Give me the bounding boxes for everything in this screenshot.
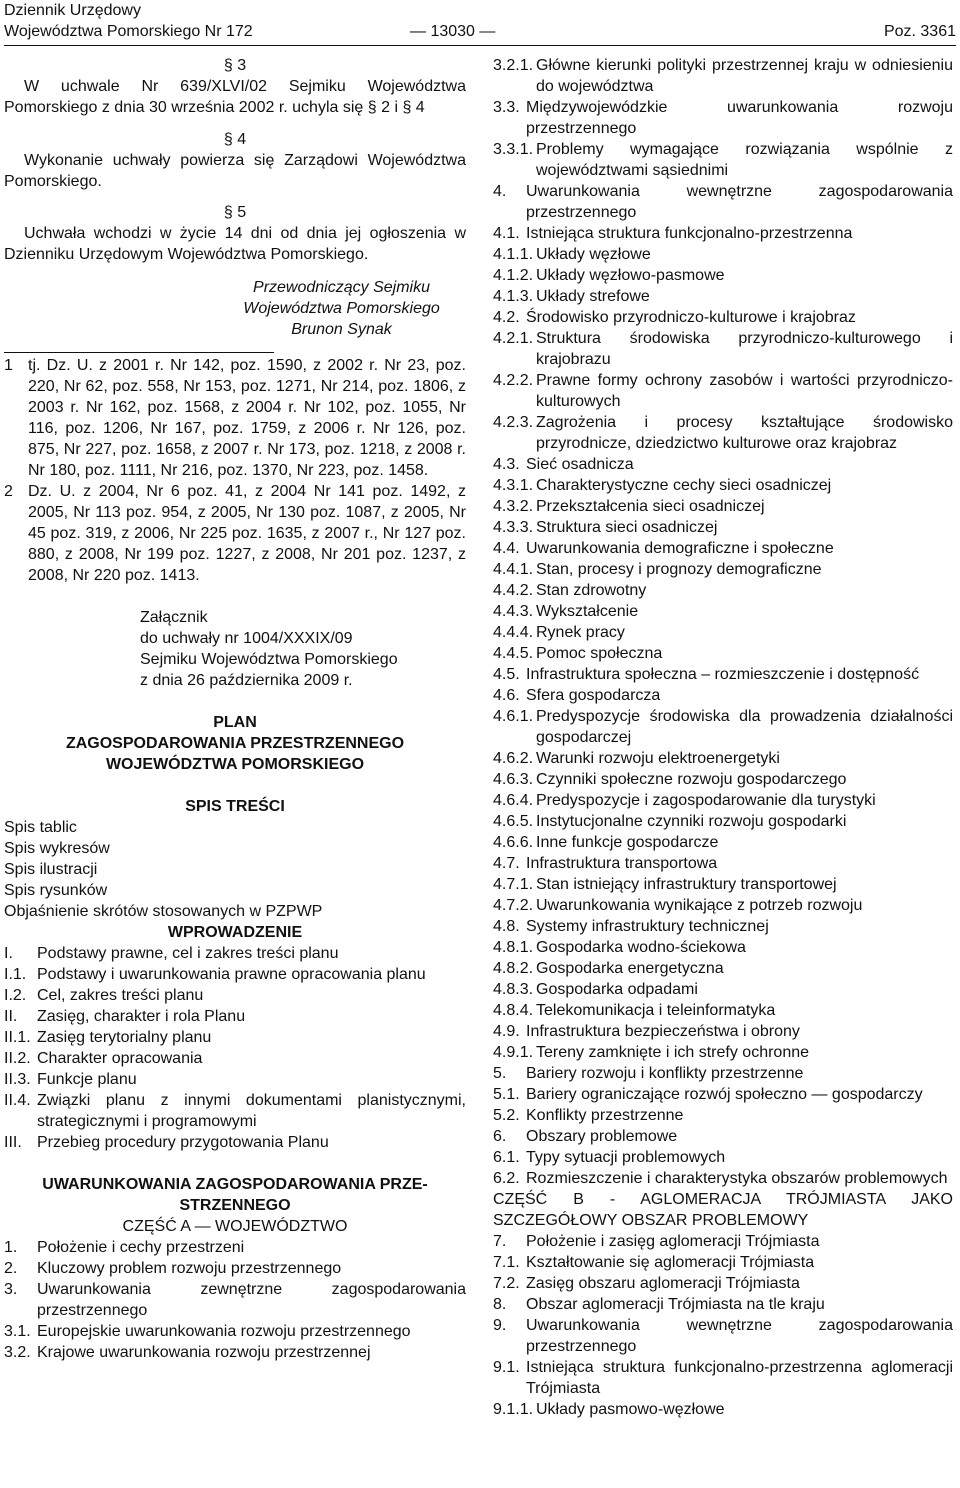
toc-item-number: 3.3.1. — [493, 141, 534, 158]
part-b-heading: CZĘŚĆ B - AGLOMERACJA TRÓJMIASTA JAKO SZCZEGÓŁOWY OBSZAR PROBLEMOWY — [493, 1191, 953, 1229]
conditions-heading-1: UWARUNKOWANIA ZAGOSPODAROWANIA PRZE- — [42, 1176, 428, 1193]
toc-item — [493, 559, 953, 580]
toc-item-text: Międzywojewódzkie uwarunkowania rozwoju przestrzennego — [526, 99, 953, 137]
footnote-text: Dz. U. z 2004, Nr 6 poz. 41, z 2004 Nr 141 poz. 1492, z 2005, Nr 113 poz. 954, z 2005, Nr 130 poz. 1087, z 2005, Nr 45 poz. 319, z 2006, Nr 225 poz. 1635, z 2007 r., Nr 127 poz. 880, z 2008, Nr 199 poz. 1227, z 2008, Nr 201 poz. 1237, z 2008, Nr 220 poz. 1413. — [28, 483, 466, 584]
toc-item — [493, 1042, 953, 1063]
section-text-4: Wykonanie uchwały powierza się Zarządowi Województwa Pomorskiego. — [4, 152, 466, 190]
toc-item-number: 4.1.2. — [493, 267, 534, 284]
toc-item — [4, 943, 466, 964]
toc-item — [493, 265, 953, 286]
toc-item-text: Bariery ograniczające rozwój społeczno — gospodarczy — [526, 1086, 923, 1103]
toc-item-number: 4.4.5. — [493, 645, 534, 662]
toc-item — [493, 55, 953, 97]
footnote-number: 2 — [4, 483, 13, 500]
toc-item-number: 4.8.2. — [493, 960, 534, 977]
toc-item-number: 4.3. — [493, 456, 520, 473]
toc-item-number: 4.4.4. — [493, 624, 534, 641]
toc-item-number: 4. — [493, 183, 507, 200]
toc-item — [4, 1006, 466, 1027]
toc-item-text: Tereny zamknięte i ich strefy ochronne — [536, 1044, 810, 1061]
toc-list-part-b — [493, 1231, 953, 1420]
toc-item — [493, 244, 953, 265]
toc-item-text: Uwarunkowania wynikające z potrzeb rozwoju — [536, 897, 863, 914]
toc-item-number: II.3. — [4, 1071, 31, 1088]
toc-item-text: Układy węzłowe — [536, 246, 651, 263]
toc-item-text: Typy sytuacji problemowych — [526, 1149, 726, 1166]
toc-item-text: Instytucjonalne czynniki rozwoju gospodarki — [536, 813, 847, 830]
toc-item-number: 4.6. — [493, 687, 520, 704]
toc-item-number: 3.2.1. — [493, 57, 534, 74]
toc-item-number: 4.9. — [493, 1023, 520, 1040]
toc-item — [4, 985, 466, 1006]
toc-item-text: Sieć osadnicza — [526, 456, 634, 473]
toc-item-number: 4.9.1. — [493, 1044, 534, 1061]
toc-item — [493, 223, 953, 244]
toc-item-text: Obszar aglomeracji Trójmiasta na tle kraju — [526, 1296, 825, 1313]
signature-name: Brunon Synak — [291, 321, 392, 338]
toc-item — [493, 517, 953, 538]
toc-item — [493, 811, 953, 832]
page-number: — 13030 — — [410, 23, 496, 40]
section-heading-3: § 3 — [223, 57, 247, 74]
footnote-number: 1 — [4, 357, 13, 374]
toc-item — [493, 769, 953, 790]
toc-item-text: Stan, procesy i prognozy demograficzne — [536, 561, 822, 578]
toc-item-text: Układy węzłowo-pasmowe — [536, 267, 725, 284]
toc-item-text: Inne funkcje gospodarcze — [536, 834, 719, 851]
toc-item — [493, 748, 953, 769]
toc-introduction-heading: WPROWADZENIE — [167, 924, 303, 941]
toc-item-text: Układy strefowe — [536, 288, 650, 305]
toc-item-text: Istniejąca struktura funkcjonalno-przestrzenna aglomeracji Trójmiasta — [526, 1359, 953, 1397]
toc-item-number: 6. — [493, 1128, 507, 1145]
toc-item-number: 5.1. — [493, 1086, 520, 1103]
toc-item — [493, 328, 953, 370]
toc-item-text: Charakterystyczne cechy sieci osadniczej — [536, 477, 832, 494]
section-text-3: W uchwale Nr 639/XLVI/02 Sejmiku Województwa Pomorskiego z dnia 30 września 2002 r. uchyla się § 2 i § 4 — [4, 78, 466, 116]
toc-item — [493, 916, 953, 937]
toc-item — [493, 181, 953, 223]
toc-item — [493, 475, 953, 496]
toc-item — [493, 1168, 953, 1189]
toc-item — [493, 496, 953, 517]
section-heading-5: § 5 — [223, 204, 247, 221]
toc-item — [493, 1063, 953, 1084]
toc-item — [4, 964, 466, 985]
toc-item-number: 9.1.1. — [493, 1401, 534, 1418]
toc-item — [493, 307, 953, 328]
toc-item — [493, 1273, 953, 1294]
toc-item — [493, 286, 953, 307]
toc-item-number: 9.1. — [493, 1359, 520, 1376]
toc-item-text: Stan zdrowotny — [536, 582, 647, 599]
toc-item-text: Kluczowy problem rozwoju przestrzennego — [37, 1260, 342, 1277]
toc-item — [4, 1279, 466, 1321]
toc-item-text: Rynek pracy — [536, 624, 625, 641]
toc-item-text: Położenie i zasięg aglomeracji Trójmiasta — [526, 1233, 820, 1250]
toc-item-number: 4.8.4. — [493, 1002, 534, 1019]
toc-item — [493, 1105, 953, 1126]
toc-item — [493, 790, 953, 811]
toc-item — [493, 1294, 953, 1315]
annex-line-4: z dnia 26 października 2009 r. — [140, 672, 353, 689]
toc-title: SPIS TREŚCI — [185, 798, 285, 815]
toc-item — [4, 1069, 466, 1090]
toc-item — [493, 1084, 953, 1105]
toc-item-text: Układy pasmowo-węzłowe — [536, 1401, 725, 1418]
conditions-heading — [4, 1174, 466, 1216]
toc-plain-item: Spis wykresów — [4, 840, 110, 857]
toc-item-number: 7.1. — [493, 1254, 520, 1271]
toc-item-number: 4.3.2. — [493, 498, 534, 515]
toc-plain-item: Spis rysunków — [4, 882, 108, 899]
toc-item-text: Uwarunkowania wewnętrzne zagospodarowania przestrzennego — [526, 183, 953, 221]
toc-item — [4, 1342, 466, 1363]
part-a-heading: CZĘŚĆ A — WOJEWÓDZTWO — [122, 1218, 348, 1235]
toc-plain-item: Spis ilustracji — [4, 861, 98, 878]
plan-title-1: PLAN — [213, 714, 257, 731]
toc-item-text: Uwarunkowania demograficzne i społeczne — [526, 540, 834, 557]
toc-item — [4, 1048, 466, 1069]
annex-line-3: Sejmiku Województwa Pomorskiego — [140, 651, 398, 668]
toc-item-number: 4.4.1. — [493, 561, 534, 578]
toc-item-text: Uwarunkowania wewnętrzne zagospodarowania przestrzennego — [526, 1317, 953, 1355]
toc-item-number: II.4. — [4, 1092, 31, 1109]
header-rule — [4, 45, 956, 46]
toc-item-text: Warunki rozwoju elektroenergetyki — [536, 750, 780, 767]
toc-item-number: III. — [4, 1134, 22, 1151]
toc-item-number: 4.8.1. — [493, 939, 534, 956]
toc-item-text: Konflikty przestrzenne — [526, 1107, 684, 1124]
toc-item — [493, 370, 953, 412]
toc-item — [493, 685, 953, 706]
toc-item-number: 4.1. — [493, 225, 520, 242]
annex-line-1: Załącznik — [140, 609, 208, 626]
toc-item — [4, 1027, 466, 1048]
toc-item — [493, 979, 953, 1000]
toc-item-text: Związki planu z innymi dokumentami planistycznymi, strategicznymi i programowymi — [37, 1092, 466, 1130]
toc-item-text: Zasięg obszaru aglomeracji Trójmiasta — [526, 1275, 800, 1292]
toc-plain-item: Objaśnienie skrótów stosowanych w PZPWP — [4, 903, 323, 920]
section-text-5: Uchwała wchodzi w życie 14 dni od dnia jej ogłoszenia w Dzienniku Urzędowym Województwa Pomorskiego. — [4, 225, 466, 263]
toc-item-number: 4.3.1. — [493, 477, 534, 494]
journal-title: Dziennik Urzędowy — [4, 2, 141, 19]
toc-item-number: 7.2. — [493, 1275, 520, 1292]
toc-item — [493, 706, 953, 748]
annex-line-2: do uchwały nr 1004/XXXIX/09 — [140, 630, 353, 647]
toc-item-number: 4.4.3. — [493, 603, 534, 620]
toc-item — [493, 664, 953, 685]
toc-item-text: Zagrożenia i procesy kształtujące środowisko przyrodnicze, dziedzictwo kulturowe oraz krajobraz — [536, 414, 953, 452]
toc-plain-list — [4, 817, 466, 922]
signature-line-2: Województwa Pomorskiego — [243, 300, 440, 317]
toc-item-number: 4.2.2. — [493, 372, 534, 389]
toc-item-text: Systemy infrastruktury technicznej — [526, 918, 769, 935]
toc-item-text: Cel, zakres treści planu — [37, 987, 204, 1004]
toc-item — [493, 643, 953, 664]
toc-item — [493, 1357, 953, 1399]
toc-item-number: 3.1. — [4, 1323, 31, 1340]
toc-item-number: 4.2.1. — [493, 330, 534, 347]
toc-item — [493, 1147, 953, 1168]
toc-item-text: Charakter opracowania — [37, 1050, 203, 1067]
toc-item — [493, 139, 953, 181]
toc-item-number: 4.6.4. — [493, 792, 534, 809]
toc-item-text: Infrastruktura społeczna – rozmieszczenie i dostępność — [526, 666, 920, 683]
footnote-rule — [4, 352, 274, 353]
plan-title-3: WOJEWÓDZTWA POMORSKIEGO — [105, 756, 365, 773]
toc-item — [4, 1237, 466, 1258]
toc-item-number: II. — [4, 1008, 18, 1025]
toc-item-text: Wykształcenie — [536, 603, 639, 620]
toc-item-text: Telekomunikacja i teleinformatyka — [536, 1002, 776, 1019]
toc-item-number: 6.1. — [493, 1149, 520, 1166]
toc-item-number: 4.5. — [493, 666, 520, 683]
toc-item-number: 8. — [493, 1296, 507, 1313]
toc-item-number: 4.7. — [493, 855, 520, 872]
toc-item — [493, 622, 953, 643]
toc-item — [493, 853, 953, 874]
toc-item-text: Problemy wymagające rozwiązania wspólnie z województwami sąsiednimi — [536, 141, 953, 179]
toc-item-number: 4.7.2. — [493, 897, 534, 914]
toc-item-text: Kształtowanie się aglomeracji Trójmiasta — [526, 1254, 815, 1271]
toc-item-text: Podstawy prawne, cel i zakres treści planu — [37, 945, 339, 962]
toc-item — [493, 1399, 953, 1420]
toc-item-text: Położenie i cechy przestrzeni — [37, 1239, 245, 1256]
toc-plain-item: Spis tablic — [4, 819, 77, 836]
signature-block — [4, 277, 459, 340]
toc-item-number: I.2. — [4, 987, 27, 1004]
annex-header — [140, 607, 466, 691]
toc-item-number: 4.4. — [493, 540, 520, 557]
toc-item — [493, 1021, 953, 1042]
toc-list-continued — [493, 55, 953, 1189]
toc-item — [493, 1231, 953, 1252]
toc-item — [4, 1132, 466, 1153]
toc-item-number: I. — [4, 945, 13, 962]
footnote-1 — [4, 355, 466, 481]
toc-item — [493, 832, 953, 853]
toc-item-text: Zasięg terytorialny planu — [37, 1029, 212, 1046]
toc-item — [493, 1252, 953, 1273]
toc-item-number: 3.3. — [493, 99, 520, 116]
plan-title-2: ZAGOSPODAROWANIA PRZESTRZENNEGO — [65, 735, 405, 752]
journal-issue: Województwa Pomorskiego Nr 172 — [4, 23, 253, 40]
toc-item-number: 9. — [493, 1317, 507, 1334]
toc-item-text: Predyspozycje środowiska dla prowadzenia działalności gospodarczej — [536, 708, 953, 746]
toc-item-text: Stan istniejący infrastruktury transportowej — [536, 876, 837, 893]
toc-item-text: Istniejąca struktura funkcjonalno-przestrzenna — [526, 225, 853, 242]
toc-item-text: Gospodarka odpadami — [536, 981, 698, 998]
toc-item-number: 7. — [493, 1233, 507, 1250]
toc-item — [493, 895, 953, 916]
toc-item-number: 6.2. — [493, 1170, 520, 1187]
toc-item-number: 4.1.1. — [493, 246, 534, 263]
toc-item — [493, 412, 953, 454]
toc-item-number: I.1. — [4, 966, 27, 983]
toc-item-number: 4.8.3. — [493, 981, 534, 998]
toc-item-number: II.1. — [4, 1029, 31, 1046]
toc-item — [4, 1258, 466, 1279]
toc-item — [493, 1126, 953, 1147]
toc-item-number: 4.6.6. — [493, 834, 534, 851]
toc-item-text: Gospodarka wodno-ściekowa — [536, 939, 746, 956]
conditions-heading-2: STRZENNEGO — [179, 1197, 291, 1214]
toc-item-text: Infrastruktura bezpieczeństwa i obrony — [526, 1023, 800, 1040]
toc-item-text: Europejskie uwarunkowania rozwoju przestrzennego — [37, 1323, 411, 1340]
toc-item-text: Sfera gospodarcza — [526, 687, 661, 704]
toc-item-text: Predyspozycje i zagospodarowanie dla turystyki — [536, 792, 876, 809]
toc-item — [493, 937, 953, 958]
toc-item-number: 4.6.1. — [493, 708, 534, 725]
toc-item-number: 5. — [493, 1065, 507, 1082]
toc-item — [493, 538, 953, 559]
toc-item-number: 4.6.3. — [493, 771, 534, 788]
toc-item-number: 4.4.2. — [493, 582, 534, 599]
toc-item-number: 4.1.3. — [493, 288, 534, 305]
toc-item-number: 4.6.2. — [493, 750, 534, 767]
toc-item-text: Gospodarka energetyczna — [536, 960, 724, 977]
position-number: Poz. 3361 — [883, 23, 956, 40]
toc-item-number: 4.6.5. — [493, 813, 534, 830]
toc-item — [4, 1321, 466, 1342]
toc-item-number: 4.7.1. — [493, 876, 534, 893]
toc-item-text: Przebieg procedury przygotowania Planu — [37, 1134, 329, 1151]
toc-item-number: 4.2.3. — [493, 414, 534, 431]
toc-item-text: Prawne formy ochrony zasobów i wartości przyrodniczo-kulturowych — [536, 372, 953, 410]
toc-item-text: Infrastruktura transportowa — [526, 855, 718, 872]
toc-item-text: Główne kierunki polityki przestrzennej kraju w odniesieniu do województwa — [536, 57, 953, 95]
footnote-text: tj. Dz. U. z 2001 r. Nr 142, poz. 1590, z 2002 r. Nr 23, poz. 220, Nr 62, poz. 558, Nr 153, poz. 1271, Nr 214, poz. 1806, z 2003 r. Nr 162, poz. 1568, z 2004 r. Nr 102, poz. 1055, Nr 116, poz. 1206, Nr 167, poz. 1759, z 2006 r. Nr 126, poz. 875, Nr 227, poz. 1658, z 2007 r. Nr 173, poz. 1218, z 2008 r. Nr 180, poz. 1111, Nr 216, poz. 1370, Nr 223, poz. 1458. — [28, 357, 466, 479]
toc-item-text: Funkcje planu — [37, 1071, 137, 1088]
left-column — [4, 55, 466, 1363]
toc-item — [493, 1315, 953, 1357]
toc-item-text: Uwarunkowania zewnętrzne zagospodarowania przestrzennego — [37, 1281, 466, 1319]
toc-item-number: 4.3.3. — [493, 519, 534, 536]
page-header — [0, 0, 960, 44]
toc-list-introduction — [4, 943, 466, 1153]
toc-item-text: Podstawy i uwarunkowania prawne opracowania planu — [37, 966, 426, 983]
toc-item-number: 1. — [4, 1239, 18, 1256]
toc-list-part-a — [4, 1237, 466, 1363]
toc-item-text: Struktura sieci osadniczej — [536, 519, 718, 536]
toc-item — [493, 874, 953, 895]
toc-item-number: 4.8. — [493, 918, 520, 935]
toc-item-text: Krajowe uwarunkowania rozwoju przestrzennej — [37, 1344, 371, 1361]
toc-item — [493, 454, 953, 475]
toc-item-text: Przekształcenia sieci osadniczej — [536, 498, 765, 515]
toc-item-text: Rozmieszczenie i charakterystyka obszarów problemowych — [526, 1170, 948, 1187]
plan-title — [4, 712, 466, 775]
toc-item-number: 3.2. — [4, 1344, 31, 1361]
toc-item — [493, 1000, 953, 1021]
right-column — [493, 55, 953, 1420]
toc-item-number: 3. — [4, 1281, 18, 1298]
toc-item-text: Bariery rozwoju i konflikty przestrzenne — [526, 1065, 804, 1082]
toc-item-text: Struktura środowiska przyrodniczo-kulturowego i krajobrazu — [536, 330, 953, 368]
toc-item — [4, 1090, 466, 1132]
toc-item-number: 5.2. — [493, 1107, 520, 1124]
signature-line-1: Przewodniczący Sejmiku — [253, 279, 430, 296]
toc-item-text: Pomoc społeczna — [536, 645, 663, 662]
toc-item — [493, 958, 953, 979]
section-heading-4: § 4 — [223, 131, 247, 148]
toc-item — [493, 580, 953, 601]
toc-item-text: Czynniki społeczne rozwoju gospodarczego — [536, 771, 847, 788]
toc-item-text: Środowisko przyrodniczo-kulturowe i krajobraz — [526, 309, 856, 326]
toc-item-number: 4.2. — [493, 309, 520, 326]
toc-item-text: Obszary problemowe — [526, 1128, 678, 1145]
toc-item — [493, 601, 953, 622]
footnote-2 — [4, 481, 466, 586]
toc-item-number: 2. — [4, 1260, 18, 1277]
toc-item-number: II.2. — [4, 1050, 31, 1067]
toc-item-text: Zasięg, charakter i rola Planu — [37, 1008, 246, 1025]
toc-item — [493, 97, 953, 139]
